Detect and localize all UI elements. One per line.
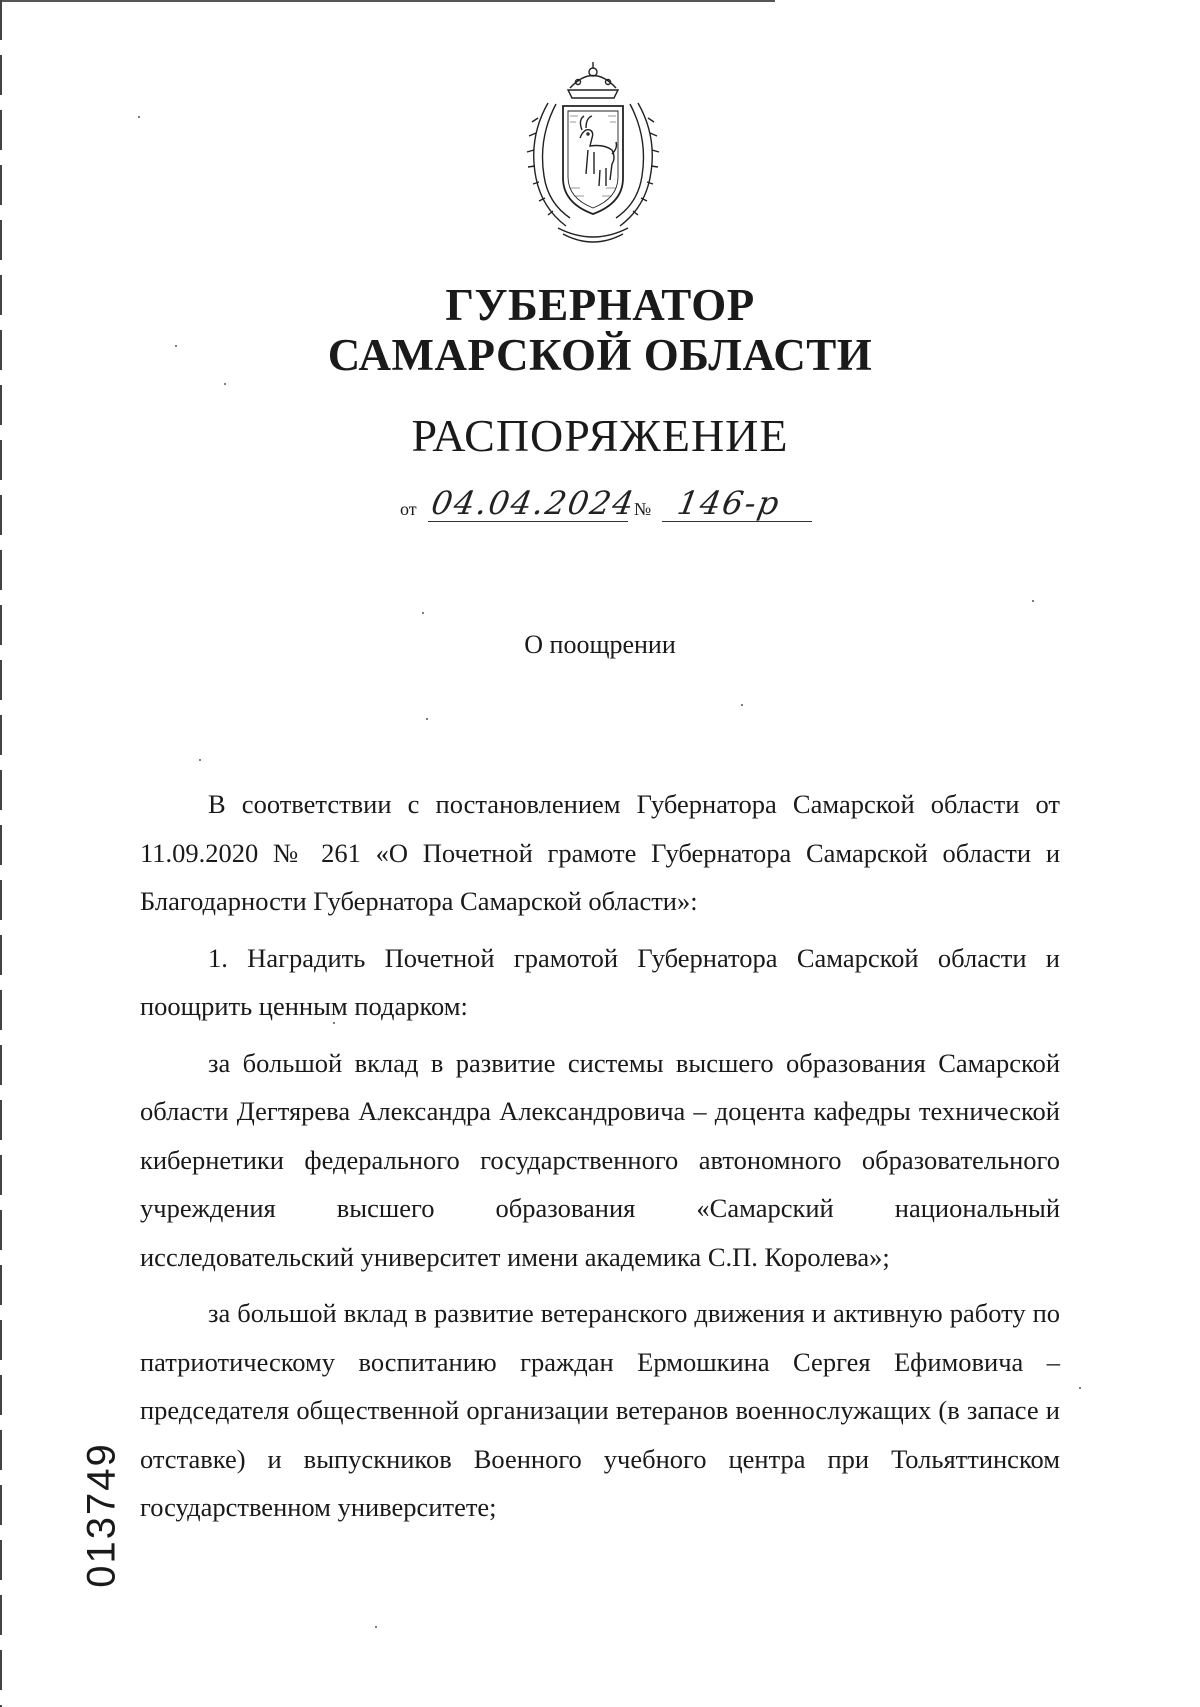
scan-top-edge xyxy=(0,0,775,2)
date-prefix: от xyxy=(400,499,417,519)
scan-speck xyxy=(199,759,201,761)
handwritten-date: 04.04.2024 xyxy=(428,484,639,522)
date-number-line xyxy=(400,480,820,526)
scan-speck xyxy=(333,1022,335,1024)
scan-speck xyxy=(375,1626,377,1628)
body-paragraph: за большой вклад в развитие системы высшего образования Самарской области Дегтярева Александра Александровича – доцента кафедры технической кибернетики федерального государственного автономного образовательного учреждения высшего образования «Самарский национальный исследовательский университет имени академика С.П. Королева»; xyxy=(140,1047,1060,1272)
number-prefix: № xyxy=(634,499,652,519)
issuer-title-line1: ГУБЕРНАТОР xyxy=(445,280,755,330)
scan-speck xyxy=(426,718,428,720)
scan-speck xyxy=(741,704,743,706)
document-subject: О поощрении xyxy=(524,630,676,659)
scan-speck xyxy=(1079,1387,1081,1389)
form-serial-number xyxy=(79,1400,124,1630)
body-paragraph: В соответствии с постановлением Губернатора Самарской области от 11.09.2020 № 261 «О Почетной грамоте Губернатора Самарской области и Благодарности Губернатора Самарской области»: xyxy=(140,789,1060,916)
scan-speck xyxy=(224,383,226,385)
scan-left-edge xyxy=(0,0,2,1707)
scan-speck xyxy=(1032,600,1034,602)
scan-speck xyxy=(138,116,140,118)
serial-number-text: 013749 xyxy=(79,1442,124,1588)
samara-coat-of-arms-icon xyxy=(508,58,678,248)
handwritten-number: 146-р xyxy=(674,484,784,522)
document-body xyxy=(140,780,1060,1540)
body-paragraph: за большой вклад в развитие ветеранского движения и активную работу по патриотическому воспитанию граждан Ермошкина Сергея Ефимовича – председателя общественной организации ветеранов военнослужащих (в запасе и отставке) и выпускников Военного учебного центра при Тольяттинском государственном университете; xyxy=(140,1298,1060,1522)
scan-speck xyxy=(175,345,177,347)
scan-speck xyxy=(422,612,424,614)
issuer-title-line2: САМАРСКОЙ ОБЛАСТИ xyxy=(327,330,873,380)
document-type: РАСПОРЯЖЕНИЕ xyxy=(411,410,789,461)
body-paragraph: 1. Наградить Почетной грамотой Губернатора Самарской области и поощрить ценным подарком: xyxy=(140,942,1060,1021)
